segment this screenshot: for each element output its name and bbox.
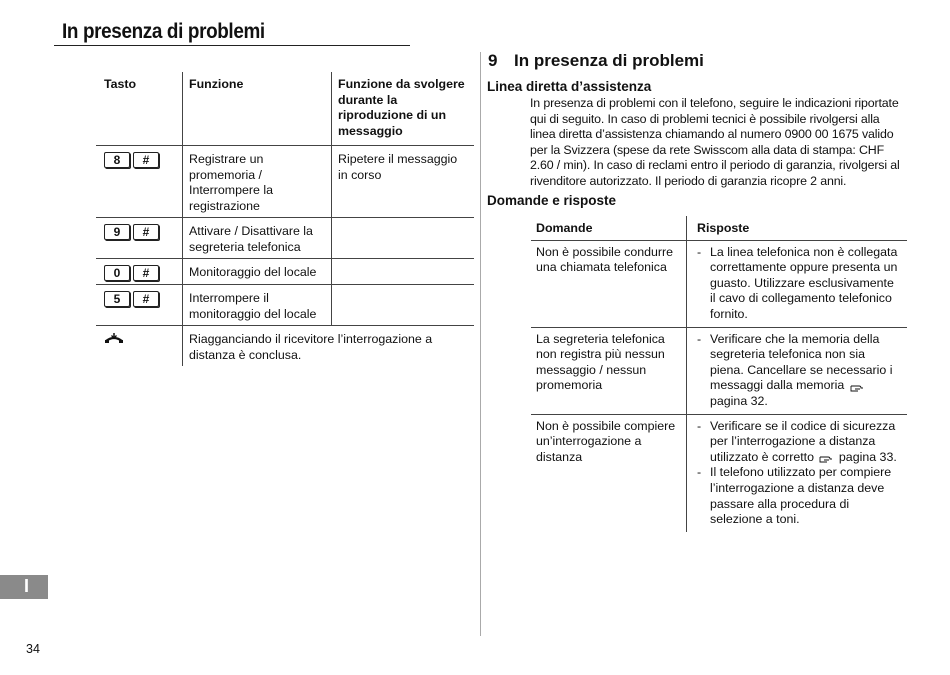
- chapter-tab-letter: I: [24, 576, 30, 596]
- pointing-hand-icon: [850, 382, 864, 391]
- function-cell: Registrare un promemoria / Interrompere la registrazione: [183, 146, 332, 218]
- header-funzione: Funzione: [183, 72, 332, 146]
- answer-item: - Verificare che la memoria della segreteria telefonica non sia piena. Cancellare se necessario i messaggi dalla memoria pagina 32.: [697, 332, 902, 410]
- hash-key-icon: #: [133, 152, 159, 168]
- playback-cell: [332, 285, 475, 326]
- playback-cell: Ripetere il messaggio in corso: [332, 146, 475, 218]
- heading-rule: [54, 45, 410, 46]
- key-function-table: [96, 72, 474, 366]
- hash-key-icon: #: [133, 291, 159, 307]
- page-number: 34: [26, 642, 40, 656]
- question-cell: Non è possibile compiere un’interrogazione a distanza: [536, 418, 676, 464]
- table-row: [96, 326, 474, 367]
- function-cell: Interrompere il monitoraggio del locale: [183, 285, 332, 326]
- hotline-title: Linea diretta d’assistenza: [487, 79, 652, 94]
- section-title-text: In presenza di problemi: [514, 51, 704, 70]
- question-cell: La segreteria telefonica non registra più nessun messaggio / nessun promemoria: [531, 327, 687, 414]
- section-number: 9: [488, 51, 498, 70]
- playback-cell: [332, 259, 475, 285]
- function-cell: Attivare / Disattivare la segreteria telefonica: [183, 218, 332, 259]
- answer-item: - Verificare se il codice di sicurezza per l’interrogazione a distanza utilizzato è corretto pagina 33.: [697, 419, 902, 466]
- header-risposte: Risposte: [687, 216, 908, 240]
- key-icon: 0: [104, 265, 130, 281]
- header-tasto: Tasto: [96, 72, 183, 146]
- hotline-text: In presenza di problemi con il telefono, seguire le indicazioni riportate qui di seguito. In caso di problemi tecnici è possibile rivolgersi alla linea diretta d’assistenza chiamando al numero 0900 00 1675 valido per la Svizzera (spese da rete Swisscom alla data di stampa: CHF 2.60 / min). In caso di reclami entro il periodo di garanzia, rivolgersi al rivenditore autorizzato. Il periodo di garanzia ricopre 2 anni.: [530, 96, 900, 188]
- key-icon: 9: [104, 224, 130, 240]
- answer-item: - La linea telefonica non è collegata correttamente oppure presenta un guasto. Utilizzare esclusivamente il cavo di collegamento telefonico fornito.: [697, 245, 902, 323]
- section-title: [488, 51, 704, 71]
- table-row: [96, 146, 474, 218]
- hang-up-icon: [104, 332, 126, 346]
- answer-item: - Il telefono utilizzato per compiere l’interrogazione a distanza deve passare alla procedura di selezione a toni.: [697, 465, 902, 527]
- hangup-text: Riagganciando il ricevitore l’interrogazione a distanza è conclusa.: [183, 326, 475, 367]
- key-icon: 5: [104, 291, 130, 307]
- page-heading: In presenza di problemi: [62, 20, 265, 43]
- table-row: [531, 240, 907, 327]
- pointing-hand-icon: [819, 453, 833, 462]
- playback-cell: [332, 218, 475, 259]
- column-divider: [480, 52, 481, 636]
- faq-title: Domande e risposte: [487, 193, 617, 208]
- chapter-tab: [0, 575, 48, 599]
- header-playback-function: Funzione da svolgere durante la riproduzione di un messaggio: [332, 72, 475, 146]
- key-icon: 8: [104, 152, 130, 168]
- table-row: [96, 218, 474, 259]
- table-row: [96, 259, 474, 285]
- function-cell: Monitoraggio del locale: [183, 259, 332, 285]
- question-cell: Non è possibile condurre una chiamata telefonica: [531, 240, 687, 327]
- header-domande: Domande: [531, 216, 687, 240]
- faq-table: [531, 216, 907, 532]
- table-row: [531, 327, 907, 414]
- table-row: [96, 285, 474, 326]
- table-row: [531, 414, 907, 532]
- hash-key-icon: #: [133, 265, 159, 281]
- hash-key-icon: #: [133, 224, 159, 240]
